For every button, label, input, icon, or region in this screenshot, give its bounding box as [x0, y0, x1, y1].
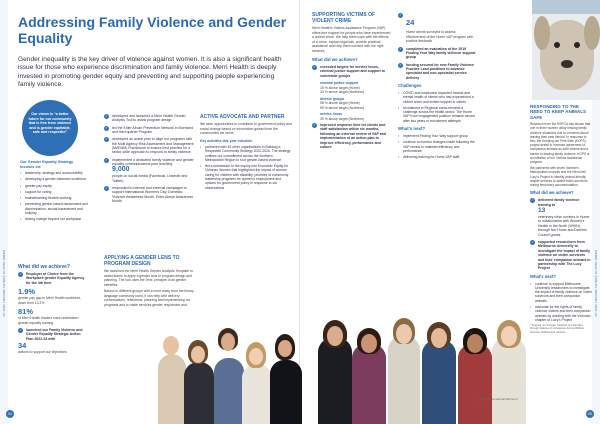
list-item: ✓ completed an evaluation of the 2019 Finding Your Way family violence support group — [399, 46, 476, 60]
dog-eye — [574, 42, 580, 48]
person-figure — [184, 362, 214, 424]
check-icon: ✓ — [105, 186, 108, 191]
challenges-heading: Challenges — [398, 82, 422, 88]
vap-list — [398, 47, 476, 81]
list-item: ✓ developed and launched a Merri Health Gender Analysis Tool to assist program design — [105, 114, 186, 123]
dog-nose — [561, 60, 573, 68]
animals-p2: We partnered with seven Northern Metropolitan councils and the Merri-bek Lucy's Project to identify animal-friendly respite services to assist victim-survivors during temporary accommodation. — [530, 166, 588, 188]
animals-list — [530, 198, 592, 270]
training-stat: 81% — [18, 307, 34, 317]
person-figure — [270, 360, 302, 424]
gender-lens-p2: Based on different groups with a more away from the binary language commonly used, it can help with delivery conversations, reflections, planning and implementing our programs and to make services gender responsive and. — [104, 289, 194, 307]
check-icon: ✓ — [313, 123, 316, 128]
initiatives-column — [104, 114, 196, 206]
left-running-footer: MERRI HEALTH ANNUAL REPORT 2021-22 — [2, 250, 6, 317]
list-item: ✓ launched our Family Violence and Gender Equality Strategic Action Plan 2022-23 with — [19, 328, 83, 341]
achievements-heading: What did we achieve? — [18, 264, 70, 270]
victims-intro: Merri Health's Victims Assistance Program (VAP) offers free support for people who have experienced a violent crime. We help them cope with the effects of a crime, explain legal talk, provide practical assistance and help them connect with the right services. — [312, 26, 391, 53]
target-label: criminal justice support — [320, 81, 359, 86]
target-label: service hours — [320, 112, 343, 117]
advocate-section — [200, 114, 292, 192]
check-icon: ✓ — [19, 272, 22, 276]
survey-stat-block — [398, 12, 476, 44]
list-item: • COVID and lockdowns impacted trauma and mental health of clients who had experienced a violent crime and limited support to clients — [398, 91, 476, 104]
person-head — [396, 324, 412, 344]
person-figure — [242, 364, 272, 424]
strategy-block — [20, 160, 88, 224]
list-item: • continue to monitor changes made following the VAP review to maintain efficiency and performance — [398, 140, 476, 153]
victims-heading: SUPPORTING VICTIMS OF VIOLENT CRIME — [312, 12, 376, 24]
check-icon: ✓ — [105, 114, 108, 118]
survey-stat: 24 — [406, 18, 415, 27]
list-item: • delivering training for Hume VAP staff — [398, 155, 476, 159]
strategy-heading: Our Gender Equality Strategy focuses on: — [20, 160, 74, 169]
list-item: ✓ implemented a dedicated family violence and gender equality communications plan reaching 9,000 people on social media (Facebook, LinkedIn and Twitter) — [104, 158, 196, 184]
person-figure — [214, 358, 244, 424]
person-figure — [458, 344, 492, 424]
intro-paragraph: Gender inequality is the key driver of violence against women. It is also a significant health issue for those who experience discrimination and family violence. Merri Health is deeply invested in promoting gender equity and preventing and supporting people experiencing family violence. — [18, 56, 282, 89]
list-item: • preventing gender-based harassment and discrimination, sexual harassment and bullying — [20, 202, 88, 215]
advocate-heading: ACTIVE ADVOCATE AND PARTNER — [200, 114, 285, 120]
background-hand — [532, 0, 600, 14]
list-item: • support for caring — [20, 190, 88, 194]
list-item: ✓ delivered family violence training to 13 veterinary clinic workers in Hume to collaboration with Women's Health in the North (WHIN), through two Hume and Darebin Council grants — [530, 198, 592, 237]
list-item: • leadership, strategy and accountability — [20, 171, 88, 175]
check-icon: ✓ — [399, 46, 402, 51]
target-value: 15 % above target (Hume) — [320, 85, 360, 90]
actions-label: actions to support our objectives — [18, 350, 67, 355]
advocate-key-activities: Key activities this year included: — [200, 138, 253, 143]
target-value: 39 % above target (Northern) — [320, 116, 364, 121]
gender-lens-heading: APPLYING A GENDER LENS TO PROGRAM DESIGN — [104, 255, 180, 267]
list-item: • partnered with 35 other organisations in Building a Respectful Community Strategy 2022-2026. The strategy outlines our commitment across the Northern Metropolitan Region to root gender-based violence — [200, 145, 292, 162]
check-icon: ✓ — [105, 137, 108, 142]
person-head — [467, 334, 483, 353]
pay-gap-label: gender pay gap in Merri Health workforce, down from 13.2% — [18, 296, 82, 305]
dog-eye — [554, 42, 560, 48]
animals-next-heading: What's next? — [530, 273, 556, 279]
pay-gap-stat: 1.9% — [18, 287, 36, 297]
check-icon: ✓ — [399, 62, 402, 67]
targets-block — [312, 81, 392, 121]
victims-achievements-heading: What did we achieve? — [312, 57, 358, 62]
person-head — [327, 326, 343, 346]
reach-label: people on social media (Facebook, LinkedIn and Twitter) — [112, 174, 188, 183]
vap-results-column — [398, 12, 476, 162]
person-head — [431, 328, 447, 348]
list-item: ✓ funding secured for new Family Violence Practice Lead positions to advance specialist and non-specialist service delivery — [399, 62, 475, 80]
list-item: ✓ responded to internal and external campaigns to support International Women's Day, Domestic Violence Awareness Month, Elder Abuse Awareness Month — [105, 186, 193, 204]
person-head — [221, 333, 235, 351]
list-item: • led a submission to the inquiry into Economic Equity for Victorian Women that highlighted the impact of women caring for children with disability, priorities of community leadership programs for women's employment and options for government policy in response to our observations — [200, 164, 292, 190]
animals-section — [530, 104, 592, 334]
vet-label: veterinary clinic workers in Hume to collaboration with Women's Health in the North (WHIN), through two Hume and Darebin Council grants — [538, 215, 590, 237]
achievements-left — [18, 264, 88, 355]
dog-photo — [532, 0, 600, 100]
list-item: • driving change beyond our workplace — [20, 217, 88, 221]
strategy-list — [20, 171, 88, 222]
person-head — [191, 346, 205, 363]
next-heading: What's next? — [398, 126, 426, 132]
list-item: ✓ Employer of Choice from the Workplace gender Equality Agency for the 4th time — [19, 272, 85, 285]
person-figure — [388, 336, 420, 424]
advocate-intro: We seek opportunities to contribute to government policy and social change based on information gained from the communities we serve. — [200, 122, 292, 135]
vet-stat: 13 — [538, 207, 546, 215]
target-value: 33 % above target (Northern) — [320, 90, 364, 95]
challenges-list — [398, 91, 476, 123]
person-figure — [422, 340, 456, 424]
survey-label: Hume clients surveyed to assess effectiveness of the Hume VAP program with positive feedback — [406, 30, 474, 43]
page-title: Addressing Family Violence and Gender Equality — [18, 14, 287, 46]
check-icon: ✓ — [399, 13, 402, 17]
staff-group-photo — [130, 300, 304, 424]
list-item: ✓ supported researchers from Melbourne University to investigate the impact of family violence on victim survivors and their companion animals in partnership with The Lucy Project — [531, 239, 591, 271]
person-head — [163, 336, 179, 355]
person-head — [249, 348, 263, 365]
person-figure — [352, 344, 386, 424]
list-item: ✓ exceeded targets for service hours, criminal justice support and support to vulnerable groups — [313, 65, 385, 78]
list-item: • implement Finding Your Way support group — [398, 134, 476, 138]
right-page-number: 55 — [586, 410, 594, 418]
list-item: • continue to support Melbourne University researchers to investigate the impact of family violence on victim survivors and their companion animals — [530, 282, 592, 303]
check-icon: ✓ — [19, 328, 22, 333]
check-icon: ✓ — [531, 239, 534, 244]
list-item: • gender pay equity — [20, 184, 88, 188]
list-item: • recruitment in Regional areas remains a challenge across the health sector. The Hume VAP Koori engagement position remains vacant after two years of recruitment attempts — [398, 106, 476, 123]
target-label: diverse groups — [320, 96, 345, 101]
check-icon: ✓ — [105, 125, 108, 130]
next-list — [398, 134, 476, 159]
animals-heading: RESPONDING TO THE NEED TO KEEP ANIMALS SAFE — [530, 104, 587, 120]
initiatives-list — [104, 114, 196, 204]
footnote: * Keeping our Animals: Statistics and Families through violence of Companion Animal Welfare Services, RSPCA and partners — [530, 324, 585, 334]
training-label: of Merri Health leaders have undertaken gender equality training — [18, 316, 79, 325]
advocate-list — [200, 145, 292, 190]
reach-stat: 9,000 — [112, 166, 130, 174]
animals-next-list — [530, 282, 592, 323]
list-item: • developing a gender balanced workforce — [20, 177, 88, 181]
gender-lens-p1: We launched the Merri Health Gender Analysis Template to assist teams to apply a gender lens to program design and planning. The tool uses the 'lens' principle of all gender identities. — [104, 269, 193, 287]
dog-ear — [534, 16, 550, 50]
list-item: • advocate for the rights of family violence victims and their companion animals by working with the Victorian chapter of Lucy's Project — [530, 305, 592, 322]
dog-ear — [584, 16, 600, 50]
person-head — [278, 340, 292, 357]
person-head — [361, 334, 377, 353]
person-figure — [158, 354, 186, 424]
person-head — [501, 326, 517, 346]
victims-list — [312, 65, 392, 78]
victims-list-2 — [312, 123, 392, 149]
left-margin-strip — [0, 0, 8, 424]
actions-stat: 34 — [18, 341, 27, 351]
list-item: ✓ led the Elder Abuse Prevention Network in Moreland and third quarter Program — [105, 125, 194, 135]
person-figure — [492, 338, 526, 424]
right-running-footer: MERRI HEALTH ANNUAL REPORT 2021-22 — [594, 250, 598, 317]
photo-caption: Staff at International Women's Day — [478, 397, 518, 405]
left-page-number: 54 — [6, 410, 14, 418]
employer-list — [18, 272, 88, 285]
animals-achievements-heading: What did we achieve? — [530, 190, 574, 196]
list-item: ✓ developed an action plan to align our programs with the Multi Agency Risk Assessment and Management (MARAM) Framework to ensure best practice for a sector-wide approach to respond to family violence — [105, 137, 194, 155]
check-icon: ✓ — [105, 157, 108, 162]
check-icon: ✓ — [531, 198, 534, 203]
victims-section — [312, 12, 392, 152]
list-item: • mainstreaming flexible working — [20, 196, 88, 200]
person-figure — [318, 338, 352, 424]
vision-circle: Our vision is “a better future for our community that is free from violence and is gender equitable, safe and respectful” — [22, 100, 78, 156]
target-value: 98 % above target (Hume) — [320, 101, 360, 106]
plan-list — [18, 328, 88, 341]
target-value: 55 % above target (Northern) — [320, 105, 364, 110]
list-item: ✓ improved response time for clients and staff satisfaction within six months, following an external review of VAP and implementation of an action plan to improve efficiency, performance and culture — [313, 123, 386, 150]
check-icon: ✓ — [313, 65, 316, 69]
animals-p1: Research from the RSPCA has shown that one in three women delay leaving family violence situations due to concerns about leaving their pets behind. In response to this, the Keeping our Pets Safe (KOPS) project seeks to increase awareness of companion animals as both victims and a barrier to leaving family violence. KOPS is an initiative of our Victims Assistance program. — [530, 122, 591, 165]
